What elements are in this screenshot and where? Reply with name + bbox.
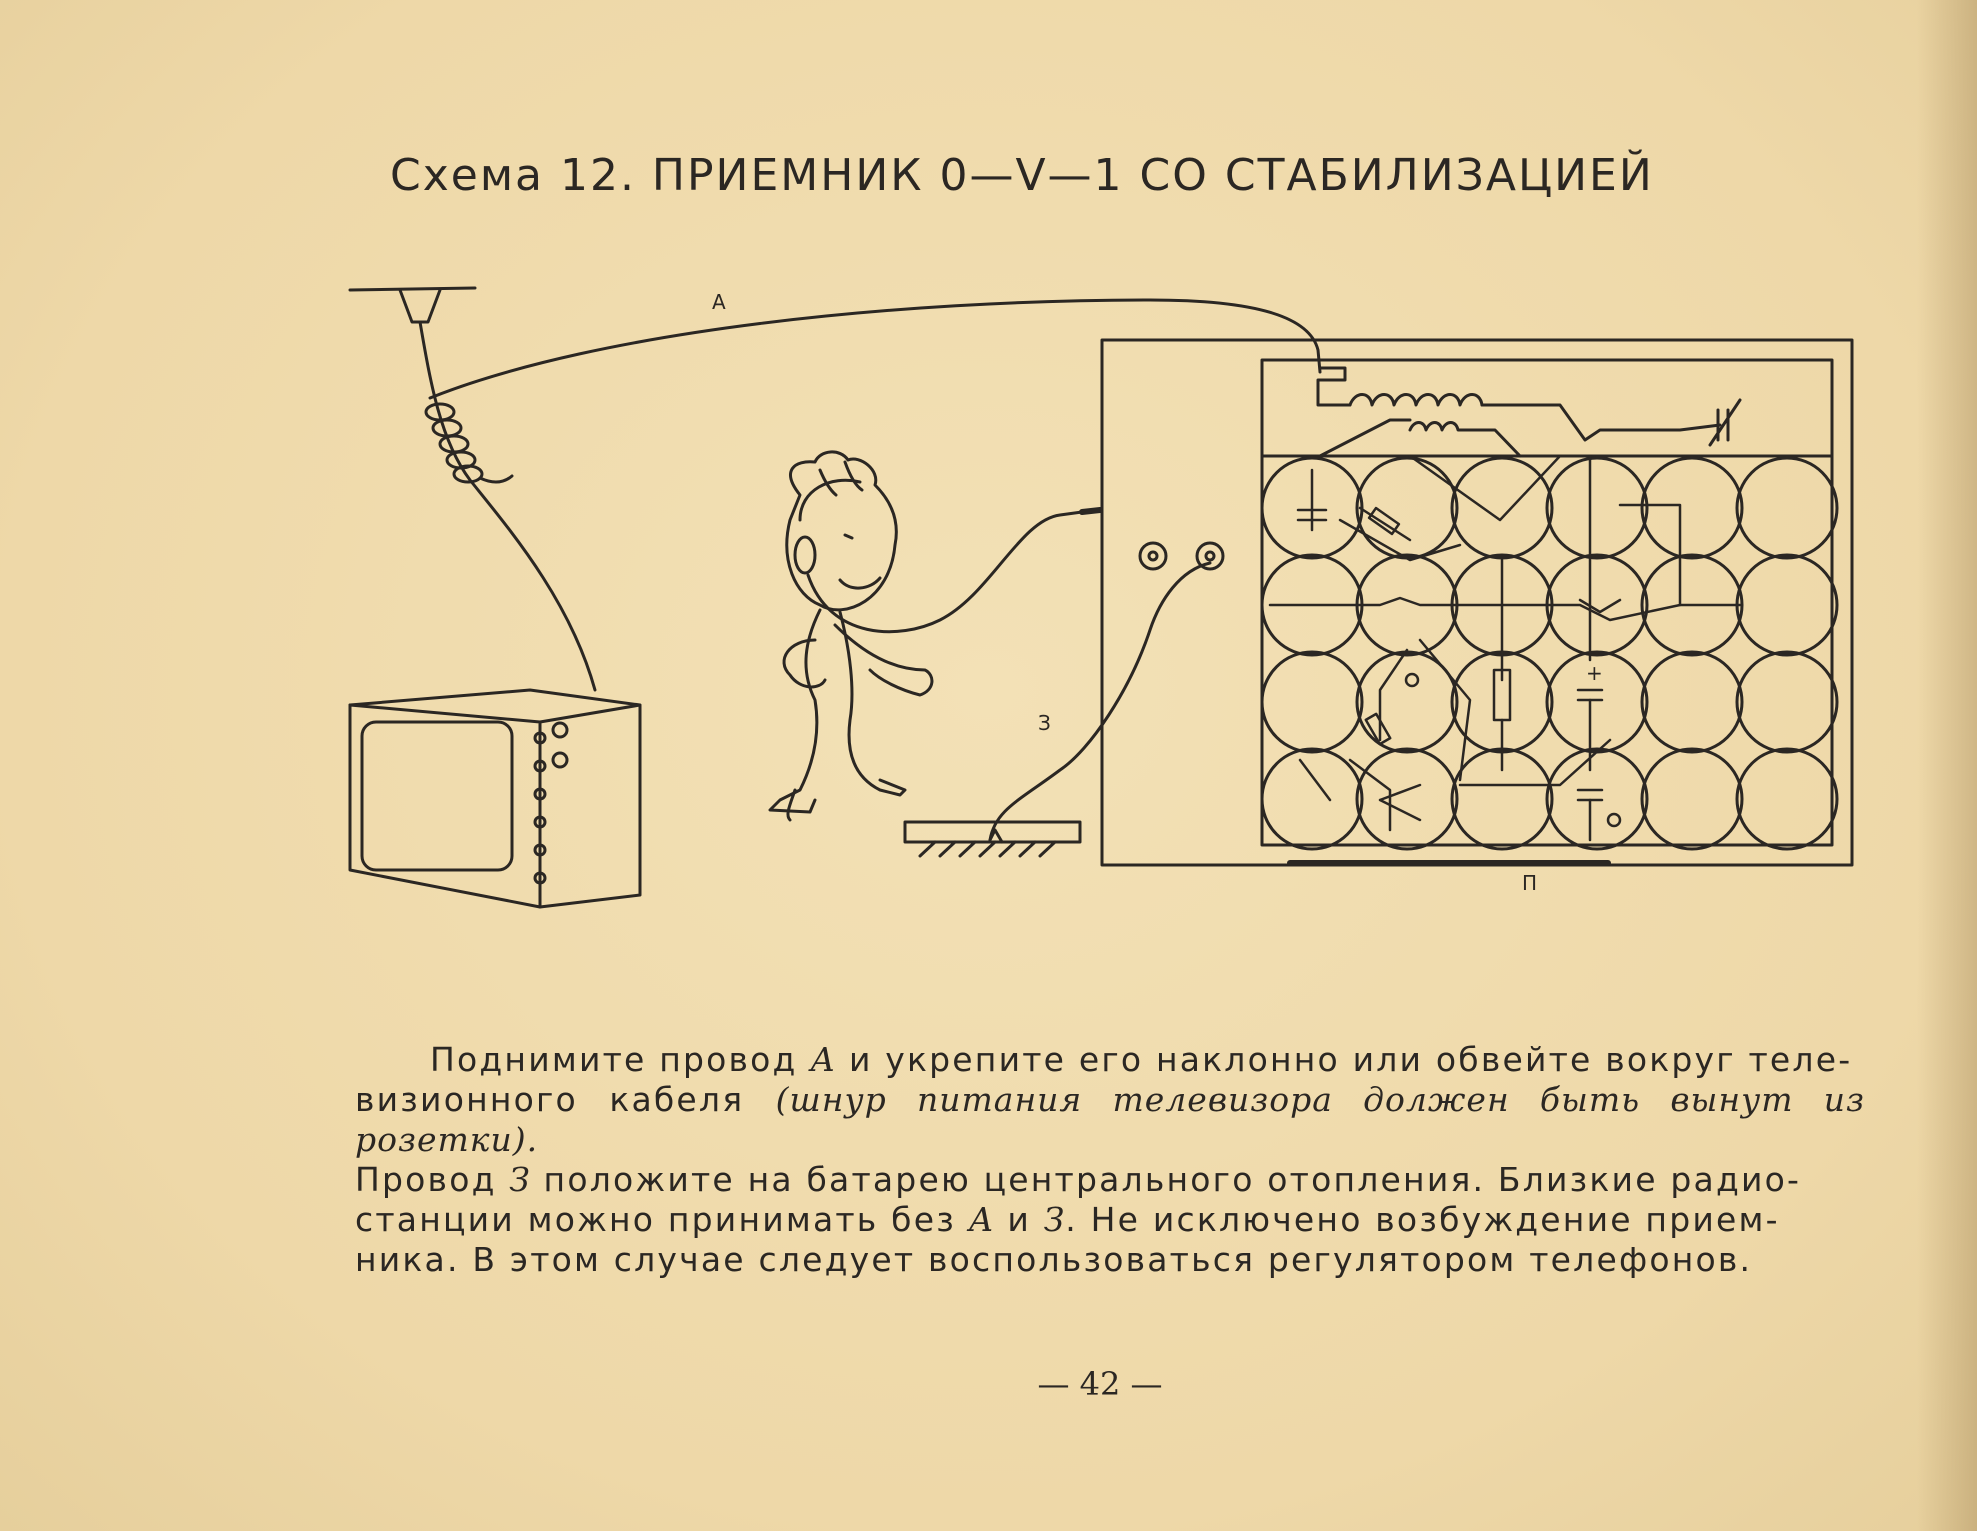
label-board-p: П: [1522, 871, 1538, 895]
body-text-span: . Не исключено возбуждение прием-: [1065, 1200, 1780, 1239]
body-line: [355, 1160, 1865, 1200]
battery-plus-sign: +: [1586, 661, 1603, 685]
page-title: Схема 12. ПРИЕМНИК 0—V—1 СО СТАБИЛИЗАЦИЕЙ: [390, 150, 1654, 201]
receiver-board: [1102, 340, 1852, 865]
tv-antenna: [350, 288, 475, 322]
component-grid: [1262, 458, 1837, 849]
body-text-span: и: [994, 1200, 1044, 1239]
body-line: [355, 1080, 1865, 1160]
body-text-span: визионного кабеля: [355, 1080, 776, 1119]
television-set: [350, 690, 640, 907]
tuning-circuit: [1318, 368, 1740, 456]
label-wire-a: А: [712, 290, 726, 314]
body-line: [355, 1200, 1865, 1240]
body-text-italic: (шнур питания телевизора должен быть вынут из розетки).: [355, 1080, 1866, 1159]
instructions-paragraph: [355, 1040, 1865, 1280]
wire-a: [430, 300, 1320, 398]
wire-z: [990, 563, 1210, 840]
body-text-span: Поднимите провод: [430, 1040, 811, 1079]
body-text-italic: А: [810, 1040, 837, 1079]
body-text-italic: З: [1043, 1200, 1066, 1239]
headphone-plug: [1082, 510, 1100, 512]
cartoon-character: [770, 452, 932, 820]
body-text-italic: З: [509, 1160, 531, 1199]
body-text-span: Провод: [355, 1160, 510, 1199]
body-text-italic: А: [968, 1200, 995, 1239]
body-text-span: станции можно принимать без: [355, 1200, 969, 1239]
body-text-span: ника. В этом случае следует воспользоваться регулятором телефонов.: [355, 1240, 1753, 1279]
body-line: [355, 1240, 1865, 1280]
label-wire-z: З: [1038, 711, 1051, 735]
body-text-span: положите на батарею центрального отопления. Близкие радио-: [530, 1160, 1802, 1199]
page-number: — 42 —: [1037, 1365, 1163, 1403]
tv-antenna-cable: [420, 322, 595, 690]
body-line: [355, 1040, 1865, 1080]
headphone-cable: [808, 512, 1082, 632]
body-text-span: и укрепите его наклонно или обвейте вокруг теле-: [836, 1040, 1853, 1079]
